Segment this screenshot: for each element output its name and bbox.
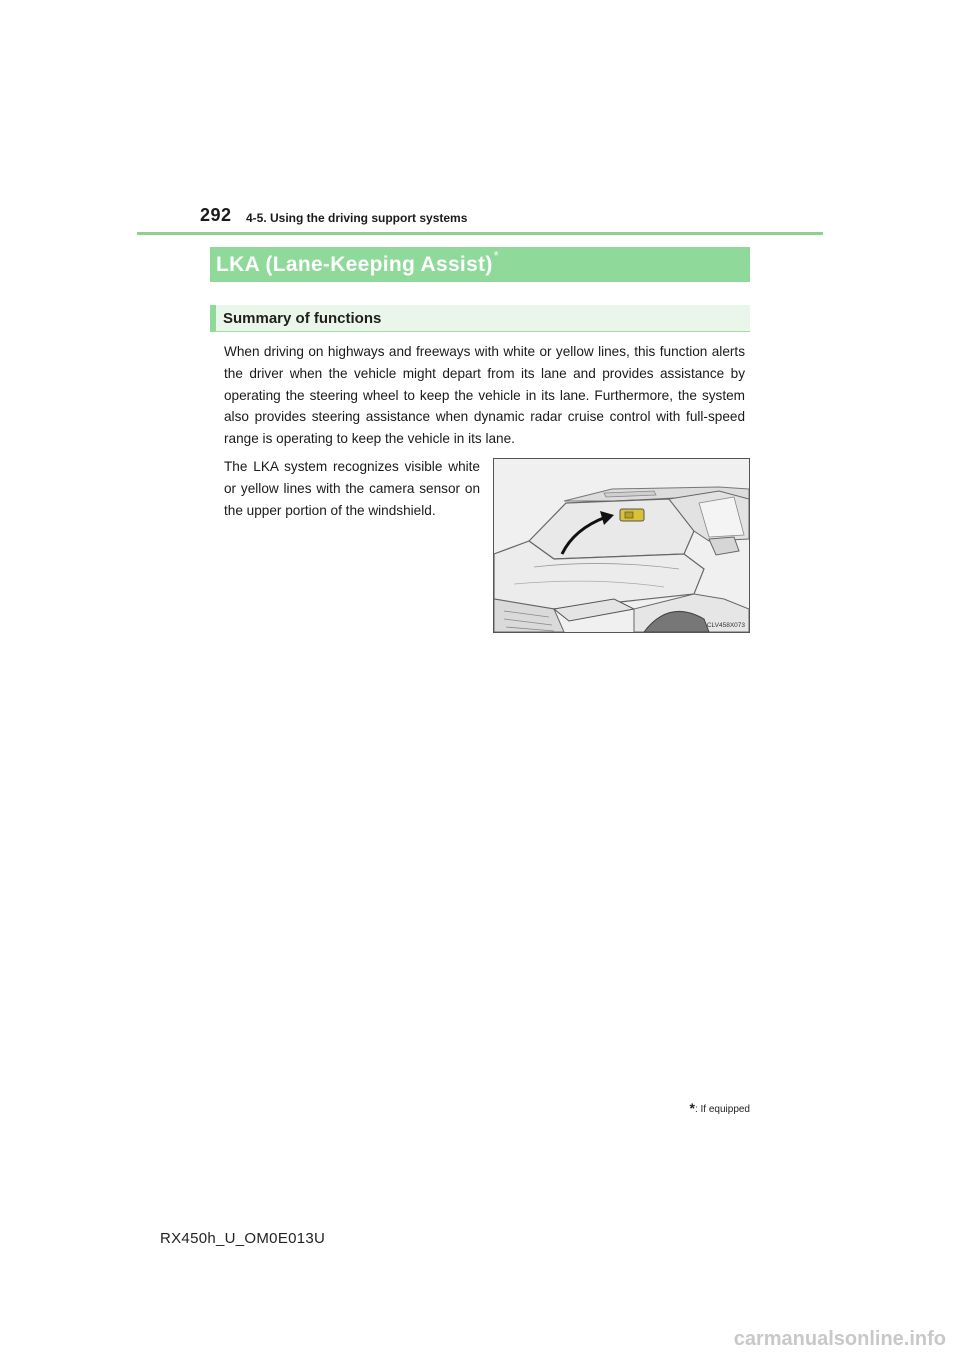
car-illustration-icon [494, 459, 749, 632]
title-bar [210, 247, 750, 282]
footnote-star-icon: * [689, 1100, 695, 1116]
subheading-text: Summary of functions [223, 309, 382, 327]
if-equipped-star-icon: * [493, 248, 499, 263]
page-title: LKA (Lane-Keeping Assist) [216, 252, 493, 276]
footnote [690, 1099, 751, 1115]
watermark: carmanualsonline.info [733, 1328, 946, 1350]
figure-code: CLV458X073 [706, 622, 745, 629]
header-rule [137, 232, 823, 235]
subheading [210, 305, 750, 332]
page-number: 292 [200, 205, 232, 225]
car-windshield-illustration [493, 458, 750, 633]
body-paragraph-1: When driving on highways and freeways with white or yellow lines, this function alerts the driver when the vehicle might depart from its lane and provides assistance by operating the steering wheel to keep the vehicle in its lane. Furthermore, the system also provides steering assistance when dynamic radar cruise control with full-speed range is operating to keep the vehicle in its lane. [224, 344, 745, 447]
document-code: RX450h_U_OM0E013U [160, 1230, 326, 1247]
footnote-text: : If equipped [694, 1104, 750, 1115]
body-paragraph-2: The LKA system recognizes visible white or yellow lines with the camera sensor on the upper portion of the windshield. [224, 459, 480, 518]
section-path: 4-5. Using the driving support systems [246, 211, 468, 225]
